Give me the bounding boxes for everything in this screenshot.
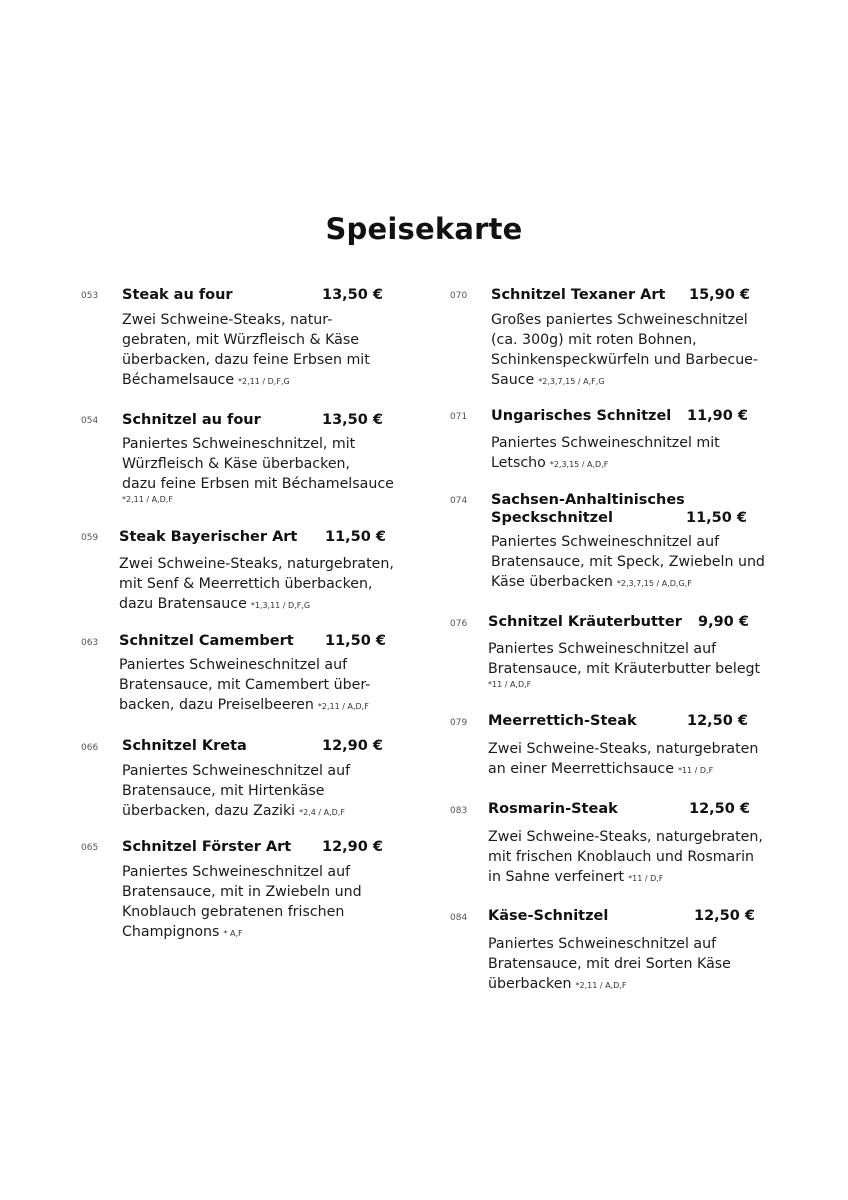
allergen-note: *2,11 / D,F,G [238, 377, 290, 386]
item-price: 12,90 € [322, 839, 384, 855]
item-number: 071 [450, 412, 468, 422]
item-number: 084 [450, 913, 468, 923]
item-price: 12,50 € [689, 801, 751, 817]
item-name: Ungarisches Schnitzel [491, 408, 672, 424]
item-name: Schnitzel Förster Art [122, 839, 292, 855]
item-name: Schnitzel Kräuterbutter [488, 614, 682, 630]
item-description: Paniertes Schweineschnitzel auf Bratensauce, mit in Zwiebeln und Knoblauch gebratenen frischen Champignons * A,F [122, 864, 362, 940]
item-description: Paniertes Schweineschnitzel auf Bratensauce, mit Camembert über- backen, dazu Preiselbeeren *2,11 / A,D,F [119, 657, 371, 713]
item-description: Paniertes Schweineschnitzel auf Bratensauce, mit Kräuterbutter belegt *11 / A,D,F [488, 641, 761, 689]
item-price: 11,90 € [687, 408, 749, 424]
item-name: Sachsen-Anhaltinisches [491, 492, 685, 508]
item-name: Steak Bayerischer Art [119, 529, 298, 545]
item-number: 053 [81, 291, 99, 301]
item-number: 083 [450, 806, 468, 816]
page-title: Speisekarte [325, 212, 523, 246]
item-number: 066 [81, 743, 99, 753]
item-name: Käse-Schnitzel [488, 908, 609, 924]
item-name: Schnitzel Texaner Art [491, 287, 666, 303]
item-price: 11,50 € [325, 529, 387, 545]
item-number: 059 [81, 533, 99, 543]
item-number: 063 [81, 638, 99, 648]
item-price: 13,50 € [322, 412, 384, 428]
item-name: Schnitzel Camembert [119, 633, 294, 649]
allergen-note: *11 / D,F [628, 874, 664, 883]
allergen-note: *11 / D,F [677, 766, 714, 775]
item-price: 12,90 € [322, 738, 384, 754]
item-name: Schnitzel Kreta [122, 738, 247, 754]
allergen-note: *2,11 / A,D,F [122, 495, 173, 504]
item-number: 070 [450, 291, 468, 301]
item-number: 065 [81, 843, 99, 853]
allergen-note: *11 / A,D,F [488, 680, 532, 689]
allergen-note: *2,3,15 / A,D,F [549, 460, 609, 469]
item-price: 15,90 € [689, 287, 751, 303]
item-name: Schnitzel au four [122, 412, 261, 428]
item-name: Rosmarin-Steak [488, 801, 618, 817]
allergen-note: * A,F [223, 929, 243, 938]
item-price: 12,50 € [687, 713, 749, 729]
item-name: Steak au four [122, 287, 233, 303]
item-description: Zwei Schweine-Steaks, natur- gebraten, mit Würzfleisch & Käse überbacken, dazu feine Erbsen mit Béchamelsauce *2,11 / D,F,G [122, 312, 370, 388]
item-description: Paniertes Schweineschnitzel mit Letscho *2,3,15 / A,D,F [491, 435, 720, 471]
item-description: Paniertes Schweineschnitzel, mit Würzfleisch & Käse überbacken, dazu feine Erbsen mit Béchamelsauce *2,11 / A,D,F [122, 436, 394, 504]
item-number: 079 [450, 718, 468, 728]
item-name: Meerrettich-Steak [488, 713, 637, 729]
item-description: Paniertes Schweineschnitzel auf Bratensauce, mit drei Sorten Käse überbacken *2,11 / A,D,F [488, 936, 731, 992]
item-number: 076 [450, 619, 468, 629]
item-price: 13,50 € [322, 287, 384, 303]
item-price: 11,50 € [325, 633, 387, 649]
allergen-note: *2,3,7,15 / A,D,G,F [616, 579, 692, 588]
item-description: Paniertes Schweineschnitzel auf Bratensauce, mit Speck, Zwiebeln und Käse überbacken *2,3,7,15 / A,D,G,F [491, 534, 765, 590]
item-description: Großes paniertes Schweineschnitzel (ca. 300g) mit roten Bohnen, Schinkenspeckwürfeln und Barbecue- Sauce *2,3,7,15 / A,F,G [491, 312, 759, 388]
item-number: 074 [450, 496, 468, 506]
item-price: 11,50 € [686, 510, 748, 526]
item-description: Paniertes Schweineschnitzel auf Bratensauce, mit Hirtenkäse überbacken, dazu Zaziki *2,4 / A,D,F [122, 763, 351, 819]
allergen-note: *2,11 / A,D,F [317, 702, 369, 711]
item-name-continued: Speckschnitzel [491, 510, 613, 526]
item-description: Zwei Schweine-Steaks, naturgebraten an einer Meerrettichsauce *11 / D,F [488, 741, 759, 777]
item-number: 054 [81, 416, 99, 426]
item-price: 9,90 € [698, 614, 749, 630]
item-price: 12,50 € [694, 908, 756, 924]
allergen-note: *2,4 / A,D,F [299, 808, 345, 817]
item-description: Zwei Schweine-Steaks, naturgebraten, mit frischen Knoblauch und Rosmarin in Sahne verfeinert *11 / D,F [488, 829, 763, 885]
allergen-note: *2,3,7,15 / A,F,G [538, 377, 605, 386]
item-description: Zwei Schweine-Steaks, naturgebraten, mit Senf & Meerrettich überbacken, dazu Bratensauce *1,3,11 / D,F,G [119, 556, 394, 612]
allergen-note: *2,11 / A,D,F [575, 981, 627, 990]
allergen-note: *1,3,11 / D,F,G [250, 601, 311, 610]
